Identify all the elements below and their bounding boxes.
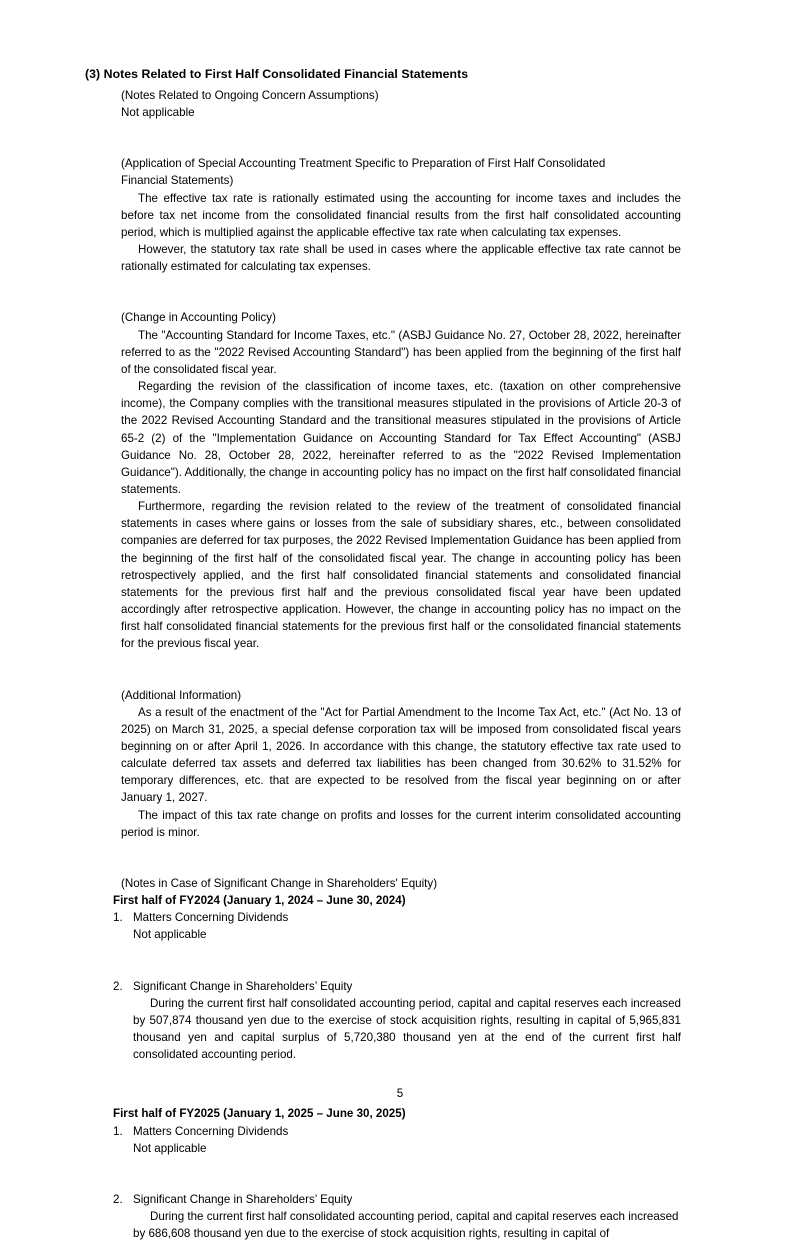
- section-paragraph-accounting-policy-2: Regarding the revision of the classification of income taxes, etc. (taxation on other comprehensive income), the Company complies with the transitional measures stipulated in the provisions of Article 20-3 of the 2022 Revised Accounting Standard and the transitional measures stipulated in the provisions of Article 65-2 (2) of the "Implementation Guidance on Accounting Standard for Tax Effect Accounting" (ASBJ Guidance No. 28, October 28, 2022, hereinafter referred to as the "2022 Revised Implementation Guidance"). Additionally, the change in accounting policy has no impact on the first half consolidated financial statements.: [121, 380, 681, 496]
- section-paragraph-special-treatment-1: The effective tax rate is rationally estimated using the accounting for income taxes and includes the before tax net income from the consolidated financial results from the first half consolidated accounting period, which is multiplied against the applicable effective tax rate when calculating tax expenses.: [121, 191, 681, 239]
- spacer: [113, 944, 681, 978]
- list-item-label: Significant Change in Shareholders’ Equity: [133, 1192, 353, 1206]
- list-item-body: Not applicable: [133, 1141, 207, 1155]
- section-title-ongoing-concern: (Notes Related to Ongoing Concern Assumptions): [121, 89, 379, 102]
- section-paragraph-accounting-policy-1: The "Accounting Standard for Income Taxes, etc." (ASBJ Guidance No. 27, October 28, 2022, hereinafter referred to as the "2022 Revised Accounting Standard") has been applied from the beginning of the first half of the consolidated fiscal year.: [121, 328, 681, 376]
- section-title-special-treatment-line1: (Application of Special Accounting Treatment Specific to Preparation of First Half Consolidated: [121, 157, 606, 171]
- list-item-number: 2.: [113, 979, 123, 993]
- list-item: [113, 1191, 681, 1208]
- page-title: (3) Notes Related to First Half Consolidated Financial Statements: [85, 67, 469, 81]
- list-item-label: Matters Concerning Dividends: [133, 911, 289, 925]
- list-item-number: 1.: [113, 1124, 123, 1138]
- list-item-number: 2.: [113, 1192, 123, 1206]
- subsection-heading-fy2024: First half of FY2024 (January 1, 2024 – June 30, 2024): [113, 894, 406, 908]
- list-item-body: During the current first half consolidated accounting period, capital and capital reserves each increased by 686,608 thousand yen due to the exercise of stock acquisition rights, resulting in capital of: [133, 1209, 679, 1241]
- list-item-body: During the current first half consolidated accounting period, capital and capital reserves each increased by 507,874 thousand yen due to the exercise of stock acquisition rights, resulting in capital of 5,965,831 thousand yen and capital surplus of 5,720,380 thousand yen at the end of the current first half consolidated accounting period.: [133, 996, 681, 1062]
- list-item-label: Matters Concerning Dividends: [133, 1124, 289, 1138]
- shareholders-equity-section: [113, 875, 681, 1242]
- spacer: [121, 653, 681, 687]
- section-body-ongoing-concern: Not applicable: [121, 106, 195, 120]
- list-item-label: Significant Change in Shareholders’ Equity: [133, 979, 353, 993]
- spacer: [121, 275, 681, 309]
- section-paragraph-additional-information-1: As a result of the enactment of the "Act for Partial Amendment to the Income Tax Act, etc." (Act No. 13 of 2025) on March 31, 2025, a special defense corporation tax will be imposed from consolidated fiscal years beginning on or after April 1, 2026. In accordance with this change, the statutory effective tax rate used to calculate deferred tax assets and deferred tax liabilities has been changed from 30.62% to 31.52% for temporary differences, etc. that are expected to be resolved from the fiscal year beginning on or after January 1, 2027.: [121, 705, 681, 805]
- list-item: [113, 978, 681, 995]
- list-item-number: 1.: [113, 911, 123, 925]
- section-title-additional-information: (Additional Information): [121, 688, 242, 702]
- section-paragraph-additional-information-2: The impact of this tax rate change on profits and losses for the current interim consolidated accounting period is minor.: [121, 808, 681, 839]
- list-item: [113, 1123, 681, 1140]
- section-paragraph-accounting-policy-3: Furthermore, regarding the revision related to the review of the treatment of consolidated financial statements in cases where gains or losses from the sale of subsidiary shares, etc., between consolidated companies are deferred for tax purposes, the 2022 Revised Implementation Guidance has been applied from the beginning of the first half of the consolidated fiscal year. The change in accounting policy has been retrospectively applied, and the first half consolidated financial statements and consolidated financial statements for the previous first half and the previous consolidated fiscal year have been updated accordingly after retrospective application. However, the change in accounting policy has no impact on the first half consolidated financial statements for the previous first half or the consolidated financial statements for the previous fiscal year.: [121, 500, 681, 651]
- list-item-body: Not applicable: [133, 928, 207, 942]
- section-title-shareholders-equity: (Notes in Case of Significant Change in Shareholders' Equity): [121, 876, 438, 890]
- spacer: [113, 1157, 681, 1191]
- page-number: 5: [396, 1087, 404, 1100]
- list-item: [113, 909, 681, 926]
- subsection-heading-fy2025: First half of FY2025 (January 1, 2025 – June 30, 2025): [113, 1107, 406, 1121]
- spacer: [121, 841, 681, 875]
- section-title-accounting-policy-change: (Change in Accounting Policy): [121, 311, 276, 325]
- section-title-special-treatment-line2: Financial Statements): [121, 174, 234, 188]
- document-body: [113, 87, 681, 1242]
- spacer: [121, 121, 681, 155]
- section-paragraph-special-treatment-2: However, the statutory tax rate shall be used in cases where the applicable effective tax rate cannot be rationally estimated for calculating tax expenses.: [121, 243, 681, 274]
